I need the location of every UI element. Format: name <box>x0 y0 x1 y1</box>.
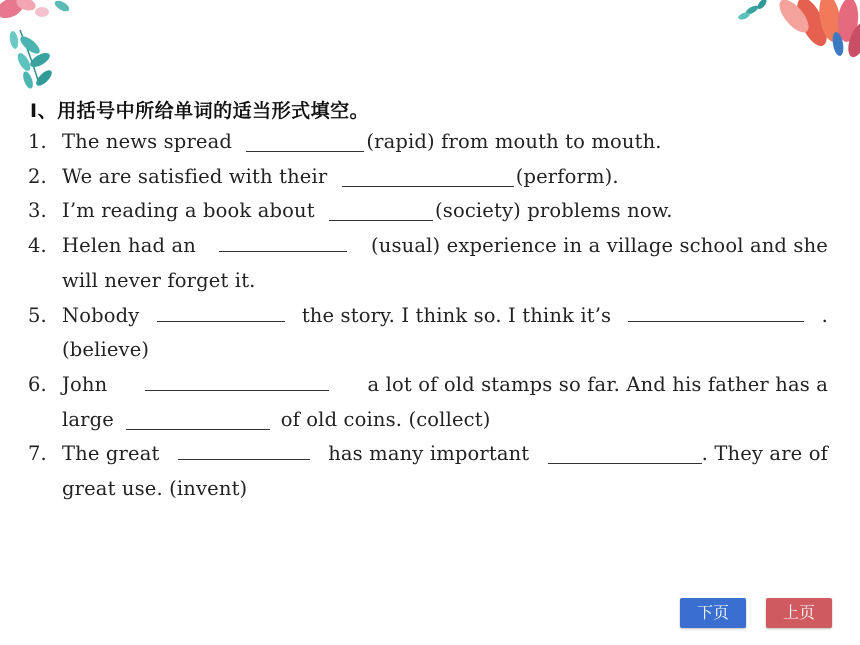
question-text: I’m reading a book about <box>62 199 315 223</box>
question-2 <box>28 160 828 195</box>
section-heading: Ⅰ、用括号中所给单词的适当形式填空。 <box>30 100 370 122</box>
question-text: Helen had an <box>62 234 196 258</box>
question-1 <box>28 125 828 160</box>
question-number: 3. <box>28 199 47 223</box>
question-text: a lot of old stamps so far. And his father has a <box>367 372 828 396</box>
answer-blank[interactable] <box>246 129 364 152</box>
question-7 <box>28 437 828 506</box>
answer-blank[interactable] <box>145 368 329 391</box>
previous-page-button[interactable]: 上页 <box>766 598 832 628</box>
answer-blank[interactable] <box>219 229 347 252</box>
question-text: The news spread <box>62 130 233 153</box>
leaf-decoration-left <box>0 0 110 95</box>
question-4 <box>28 229 828 298</box>
answer-blank[interactable] <box>157 299 285 322</box>
question-number: 1. <box>28 130 47 153</box>
question-text: the story. I think so. I think it’s <box>301 303 612 327</box>
question-3 <box>28 194 828 229</box>
answer-blank[interactable] <box>342 164 514 187</box>
question-text: (society) problems now. <box>435 199 673 223</box>
question-6 <box>28 368 828 437</box>
question-number: 5. <box>28 303 47 327</box>
question-text: will never forget it. <box>62 268 256 292</box>
question-text: large <box>62 407 114 431</box>
question-text: We are satisfied with their <box>62 164 328 188</box>
answer-blank[interactable] <box>126 407 270 430</box>
question-text: (usual) experience in a village school and she <box>371 234 828 258</box>
question-text: . <box>821 303 828 327</box>
question-text: . They are of <box>701 442 828 466</box>
answer-blank[interactable] <box>548 441 702 464</box>
answer-blank[interactable] <box>628 299 804 322</box>
question-text: Nobody <box>62 303 140 327</box>
question-number: 7. <box>28 442 47 466</box>
question-number: 6. <box>28 372 47 396</box>
question-text: (rapid) from mouth to mouth. <box>366 130 662 153</box>
question-text: great use. (invent) <box>62 477 248 501</box>
question-5 <box>28 299 828 368</box>
leaf-decoration-right <box>730 0 860 72</box>
question-list <box>28 125 828 507</box>
question-number: 4. <box>28 234 47 258</box>
question-text: has many important <box>328 442 530 466</box>
question-text: The great <box>62 442 160 466</box>
question-number: 2. <box>28 164 47 188</box>
answer-blank[interactable] <box>178 437 310 460</box>
question-text: of old coins. (collect) <box>280 407 491 431</box>
question-text: John <box>62 372 108 396</box>
next-page-button[interactable]: 下页 <box>680 598 746 628</box>
answer-blank[interactable] <box>329 198 433 221</box>
question-text: (believe) <box>62 338 150 362</box>
question-text: (perform). <box>515 164 619 188</box>
